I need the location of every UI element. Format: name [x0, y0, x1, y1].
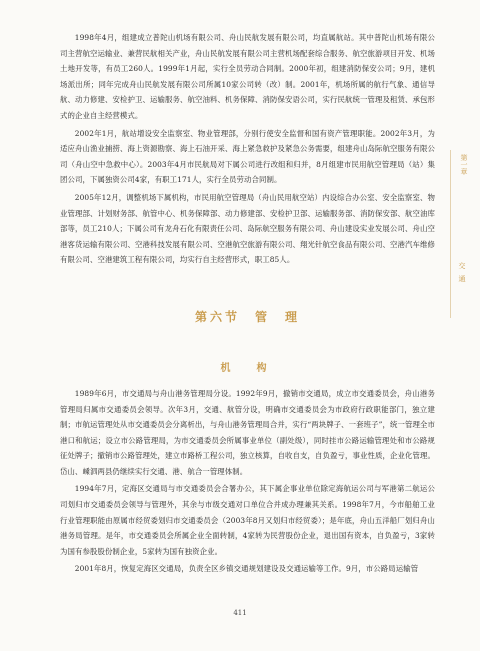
side-chapter-name: 交通 — [458, 262, 466, 288]
paragraph: 2001年8月，恢复定海区交通局，负责全区乡镇交通规划建设及交通运输等工作。9月，市公路局运输管 — [74, 564, 419, 574]
page-number: 411 — [233, 609, 247, 617]
paragraph: 1994年7月，定海区交通局与市交通委员会合署办公，其下属企事业单位除定海航运公司与军港第二航运公司划归市交通委员会领导与管理外，其余与市级交通对口单位合并成办理兼其关系。1998年7月，今市船舶工业行业管理职能由原属市经贸委划归市交通委员会（2003年8月又划归市经贸委）；是年底，舟山五洋船厂划归舟山港务局管理。是年，市交通委员会所属企业全面转制，4家转为民营股份企业，退出国有资本，自负盈亏，3家转为国有参股股份制企业，5家转为国有独资企业。 — [60, 484, 435, 556]
page-content — [60, 30, 435, 579]
chapter-side-tab — [450, 150, 471, 318]
paragraphs-top — [60, 30, 435, 268]
section-title: 第六节 管 理 — [194, 309, 300, 324]
paragraph: 2005年12月，调整机场下属机构，市民用航空管理局（舟山民用航空站）内设综合办公室、安全监察室、物业管理部、计划财务部、航管中心、机务保障部、动力修建部、安检护卫部、运输服务部、消防保安部、航空油库部等，员工210人；下属公司有龙舟石化有限责任公司、岛际航空服务有限公司、舟山建设实业发展公司、舟山空港客货运输有限公司、空港科技发展有限公司、空港航空旅游有限公司、翔光针航空食品有限公司、空港汽车维修有限公司、空港建筑工程有限公司，均实行自主经营形式，职工85人。 — [60, 192, 435, 265]
paragraph: 1998年4月，组建成立普陀山机场有限公司、舟山民航发展有限公司，均直属航站。其中普陀山机场有限公司主营航空运输业、兼营民航相关产业，舟山民航发展有限公司主营机场配套综合服务、航空旅游项目开发、机场土地开发等，有员工260人。1999年1月起，实行全员劳动合同制。2000年初，组建消防保安公司；9月，建机场派出所；同年完成舟山民航发展有限公司所属10家公司转（改）制。2001年，机场所属的航行气象、通信导航、动力修建、安检护卫、运输服务、航空油料、机务保障、消防保安语公司，实行民航统一管理及租赁、承包形式的企业自主经营模式。 — [60, 33, 435, 120]
side-chapter-label: 第一章 — [460, 154, 468, 175]
paragraph: 2002年1月，航站增设安全监察室、物业管理部，分别行使安全监督和国有资产管理职能。2002年3月，为适应舟山渔业捕捞、海上资源勘察、海上石油开采、海上紧急救护及紧急公务需要，组建舟山岛际航空服务有限公司（舟山空中急救中心）。2003年4月市民航局对下属公司进行改组和归并，8月组建市民用航空管理局（站）集团公司，下属独资公司4家，有职工171人，实行全员劳动合同制。 — [60, 128, 435, 185]
paragraph: 1989年6月，市交通局与舟山港务管理局分设。1992年9月，撤销市交通局，成立市交通委员会，舟山港务管理局归属市交通委员会领导。次年3月，交通、航管分设，明确市交通委员会为市政府行政职能部门，独立建制；市航运管理处从市交通委员会分离析出，与舟山港务管理局合并，实行“两块牌子、一套班子”，统一管理全市港口和航运；设立市公路管理局，为市交通委员会所属事业单位（副处级），同时挂市公路运输管理处和市公路规征处牌子；撤销市公路管理处，建立市路桥工程公司，独立核算，自收自支，自负盈亏，事业性质，企业化管理。岱山、嵊泗两县仍继续实行交通、港、航合一管理体制。 — [60, 388, 435, 476]
paragraphs-bottom — [60, 386, 435, 577]
subsection-title: 机 构 — [220, 362, 275, 374]
